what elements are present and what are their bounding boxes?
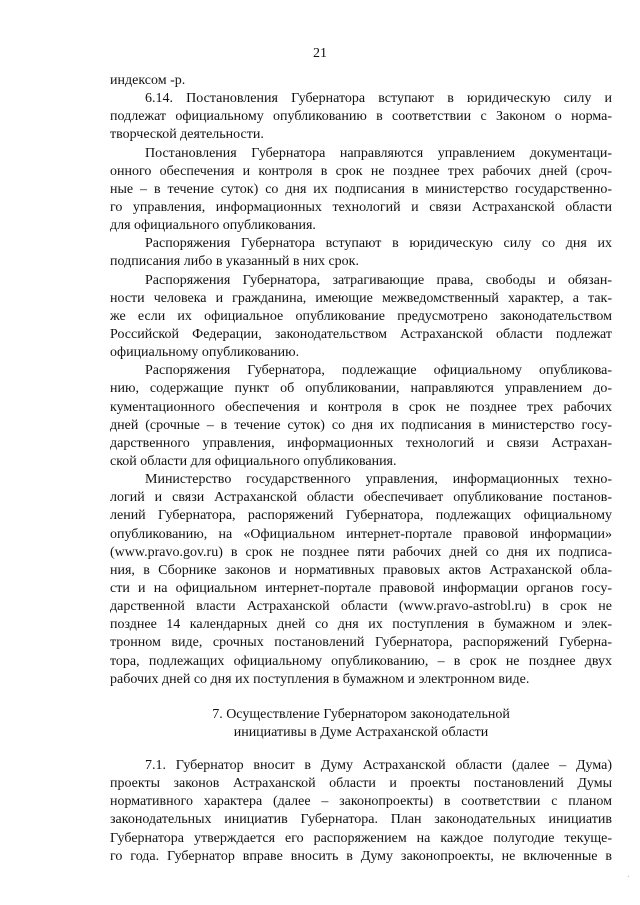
- text-line: 6.14. Постановления Губернатора вступают в юридическую силу и: [145, 91, 612, 107]
- text-line: Распоряжения Губернатора, подлежащие официальному опубликова-: [145, 363, 612, 379]
- text-line: нормативного характера (далее – законопроекты) в соответствии с планом: [110, 794, 612, 810]
- page-number: 21: [313, 46, 327, 61]
- text-line: лений Губернатора, распоряжений Губернатора, подлежащих официальному: [110, 508, 612, 524]
- document-body: [110, 72, 612, 866]
- text-line: позднее 14 календарных дней со дня их поступления в бумажном и элек-: [110, 617, 612, 633]
- paragraph-7-1: [110, 757, 612, 866]
- paragraph-orders-publication: [110, 362, 612, 471]
- section-heading-line: 7. Осуществление Губернатором законодательной: [212, 706, 510, 722]
- text-line: го управления, информационных технологий и связи Астраханской области: [110, 199, 612, 215]
- text-line: дарственного управления, информационных технологий и связи Астрахан-: [110, 435, 612, 451]
- paragraph-resolutions-sending: [110, 145, 612, 236]
- text-line: тора, подлежащих официальному опубликованию, – в срок не позднее двух: [110, 653, 612, 669]
- paragraph-orders-rights: [110, 272, 612, 363]
- text-line: ные – в течение суток) со дня их подписания в министерство государственно-: [110, 181, 612, 197]
- text-line: онного обеспечения и контроля в срок не позднее трех рабочих дней (сроч-: [110, 163, 612, 179]
- text-line: тронном виде, срочных постановлений Губернатора, распоряжений Губерна-: [110, 635, 612, 651]
- text-line: го года. Губернатор вправе вносить в Думу законопроекты, не включенные в: [110, 848, 612, 864]
- text-line: для официального опубликования.: [110, 218, 316, 234]
- text-line: кументационного обеспечения и контроля в срок не позднее трех рабочих: [110, 399, 612, 415]
- text-line: сти и на официальном интернет-портале правовой информации органов госу-: [110, 580, 612, 596]
- text-line: проекты законов Астраханской области и проекты постановлений Думы: [110, 776, 612, 792]
- text-line: дарственной власти Астраханской области (www.pravo-astrobl.ru) в срок не: [110, 599, 612, 615]
- text-line: нию, содержащие пункт об опубликовании, направляются управлением до-: [110, 381, 612, 397]
- text-line: Распоряжения Губернатора, затрагивающие права, свободы и обязан-: [145, 272, 612, 288]
- text-line: индексом -р.: [110, 73, 186, 88]
- text-line: творческой деятельности.: [110, 127, 264, 143]
- text-line: опубликованию, на «Официальном интернет-портале правовой информации»: [110, 526, 612, 542]
- text-line: ности человека и гражданина, имеющие межведомственный характер, а так-: [110, 290, 612, 306]
- paragraph-6-13-tail: [110, 72, 612, 90]
- text-line: Распоряжения Губернатора вступают в юридическую силу со дня их: [145, 236, 612, 252]
- scan-mark: ·: [626, 872, 630, 883]
- text-line: дней (срочные – в течение суток) со дня их подписания в министерство госу-: [110, 417, 612, 433]
- text-line: Постановления Губернатора направляются управлением документаци-: [145, 145, 612, 161]
- text-line: (www.pravo.gov.ru) в срок не позднее пяти рабочих дней со дня их подписа-: [110, 544, 612, 560]
- text-line: логий и связи Астраханской области обеспечивает опубликование постанов-: [110, 490, 612, 506]
- text-line: ской области для официального опубликования.: [110, 453, 397, 469]
- text-line: официальному опубликованию.: [110, 345, 300, 361]
- text-line: же если их официальное опубликование предусмотрено законодательством: [110, 308, 612, 324]
- text-line: Губернатора утверждается его распоряжением на каждое полугодие текуще-: [110, 830, 612, 846]
- text-line: подписания либо в указанный в них срок.: [110, 254, 359, 270]
- paragraph-orders-effect: [110, 235, 612, 271]
- text-line: законодательных инициатив Губернатора. План законодательных инициатив: [110, 812, 612, 828]
- text-line: 7.1. Губернатор вносит в Думу Астраханской области (далее – Дума): [145, 758, 612, 774]
- text-line: подлежат официальному опубликованию в соответствии с Законом о норма-: [110, 109, 612, 125]
- text-line: Российской Федерации, законодательством Астраханской области подлежат: [110, 326, 612, 342]
- text-line: рабочих дней со дня их поступления в бумажном и электронном виде.: [110, 671, 530, 687]
- paragraph-6-14: [110, 90, 612, 144]
- text-line: ния, в Сборнике законов и нормативных правовых актов Астраханской обла-: [110, 562, 612, 578]
- section-7-heading: [110, 706, 612, 742]
- text-line: Министерство государственного управления, информационных техно-: [145, 472, 612, 488]
- section-heading-line: инициативы в Думе Астраханской области: [233, 724, 489, 740]
- paragraph-ministry-publication: [110, 471, 612, 689]
